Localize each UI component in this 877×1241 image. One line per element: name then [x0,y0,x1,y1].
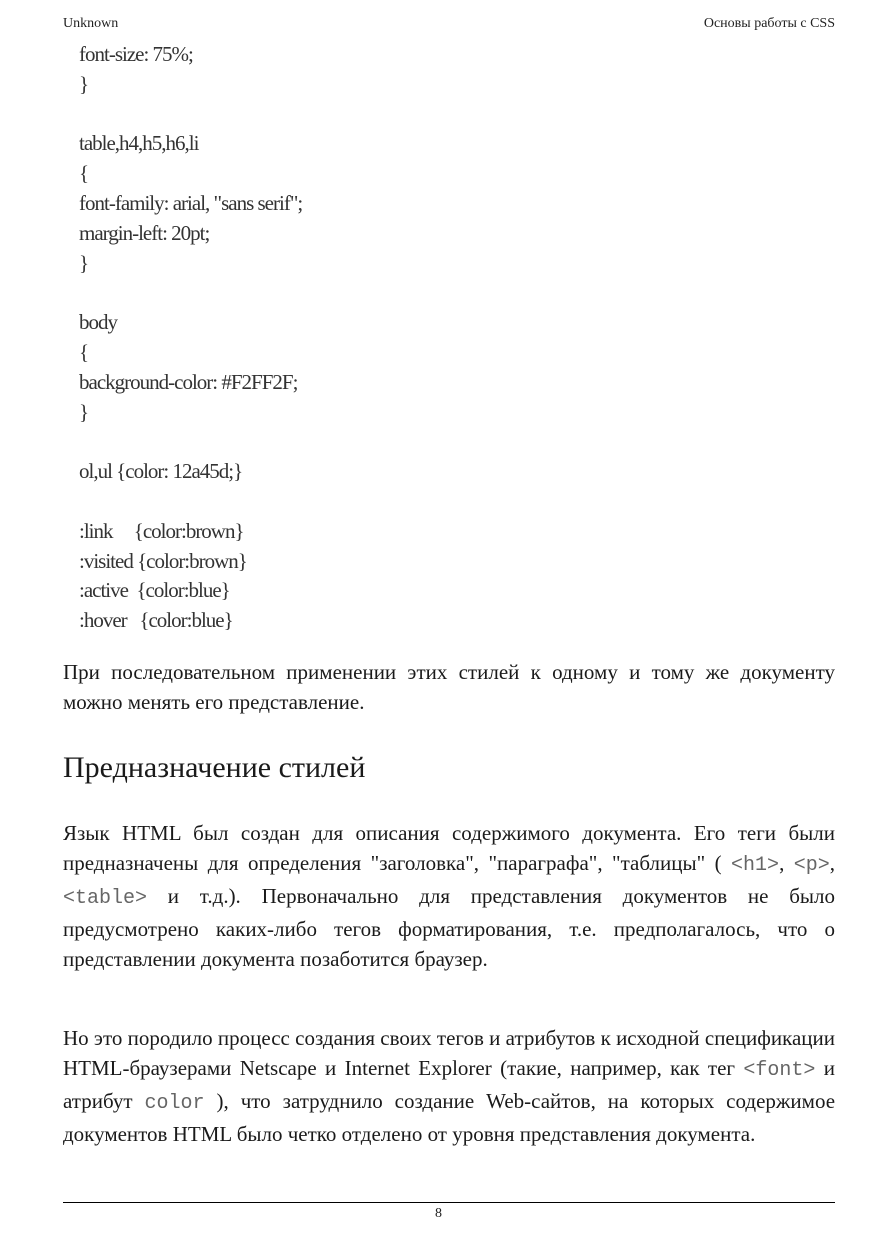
code-line [79,427,302,457]
paragraph-html-purpose [63,818,835,974]
paragraph-text: Язык HTML был создан для описания содержимого документа. Его теги были предназначены для определения "заголовка", "параграфа", "таблицы" ( [63,821,835,875]
paragraph-text: Но это породило процесс создания своих тегов и атрибутов к исходной спецификации HTML-браузерами Netscape и Internet Explorer (такие, например, как тег [63,1026,835,1080]
code-line: } [79,250,89,275]
code-line: background-color: #F2FF2F; [79,369,298,394]
paragraph-text: , [779,851,785,875]
header-title: Основы работы с CSS [703,16,835,31]
paragraph-text: и т.д.). Первоначально для представления документов не было предусмотрено каких-либо тегов форматирования, т.е. предполагалось, что о представлении документа позаботится браузер. [63,884,835,971]
inline-code-table: <table> [63,887,148,910]
code-line [79,100,302,130]
code-line: { [79,339,89,364]
inline-code-font: <font> [743,1059,816,1082]
code-line: :active {color:blue} [79,578,230,603]
paragraph-style-application: При последовательном применении этих стилей к одному и тому же документу можно менять его представление. [63,660,835,714]
section-title: Предназначение стилей [63,751,366,784]
footer-divider [63,1202,835,1203]
code-line: font-family: arial, "sans serif"; [79,190,303,215]
inline-code-h1: <h1> [731,854,780,877]
code-line: margin-left: 20pt; [79,220,210,245]
inline-code-color: color [144,1092,205,1115]
paragraph-text: и атрибут [63,1056,836,1113]
code-line: :hover {color:blue} [79,608,233,633]
code-line: font-size: 75%; [79,42,193,66]
code-line: } [79,399,89,424]
code-line [79,487,302,517]
code-line: :visited {color:brown} [79,548,247,573]
paragraph-text: , [829,851,836,875]
code-line: body [79,310,117,335]
inline-code-p: <p> [793,854,830,877]
header-author: Unknown [63,16,119,31]
code-line [79,278,302,308]
page-number: 8 [435,1206,442,1221]
code-line: table,h4,h5,h6,li [79,131,199,156]
code-line: } [79,71,89,96]
code-line: ol,ul {color: 12a45d;} [79,459,243,484]
css-code-block [79,40,302,636]
code-line: { [79,161,89,186]
paragraph-text: ), что затруднило создание Web-сайтов, на которых содержимое документов HTML было четко отделено от уровня представления документа. [63,1089,836,1146]
code-line: :link {color:brown} [79,518,244,543]
paragraph-browser-tags [63,1023,835,1149]
